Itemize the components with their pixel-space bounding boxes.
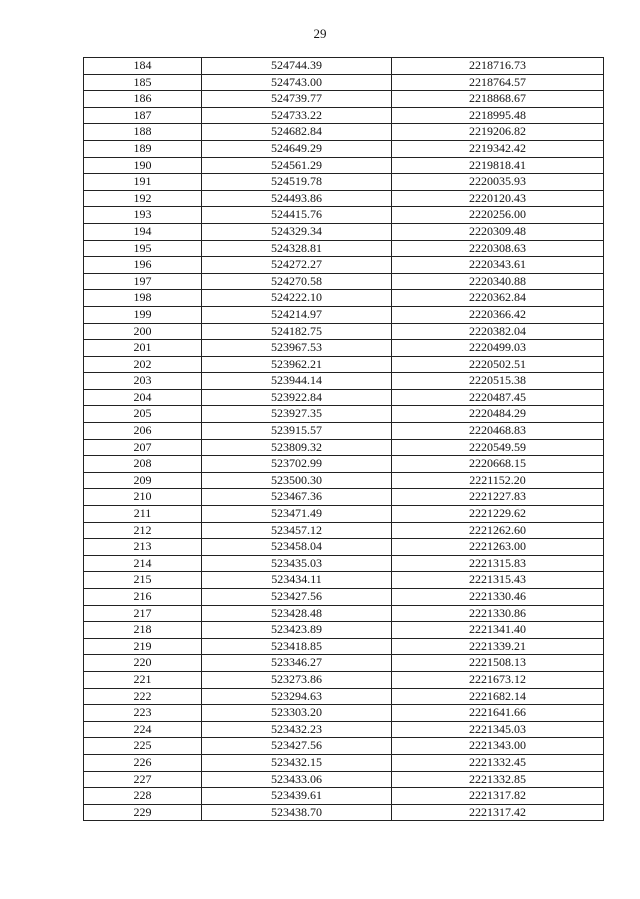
point-number-cell: 224 [84,721,202,738]
point-number-cell: 218 [84,622,202,639]
table-row [84,223,604,240]
y-coordinate-cell: 2221152.20 [392,472,604,489]
y-coordinate-cell: 2219818.41 [392,157,604,174]
y-coordinate-cell: 2220035.93 [392,174,604,191]
table-row [84,721,604,738]
point-number-cell: 203 [84,373,202,390]
x-coordinate-cell: 523432.15 [202,754,392,771]
point-number-cell: 221 [84,671,202,688]
y-coordinate-cell: 2221341.40 [392,622,604,639]
x-coordinate-cell: 524270.58 [202,273,392,290]
point-number-cell: 207 [84,439,202,456]
x-coordinate-cell: 523273.86 [202,671,392,688]
x-coordinate-cell: 524649.29 [202,140,392,157]
x-coordinate-cell: 524744.39 [202,58,392,75]
table-row [84,157,604,174]
y-coordinate-cell: 2218716.73 [392,58,604,75]
point-number-cell: 228 [84,788,202,805]
page-number: 29 [313,26,327,41]
table-row [84,738,604,755]
table-row [84,472,604,489]
x-coordinate-cell: 523500.30 [202,472,392,489]
y-coordinate-cell: 2220366.42 [392,306,604,323]
x-coordinate-cell: 524561.29 [202,157,392,174]
x-coordinate-cell: 523434.11 [202,572,392,589]
y-coordinate-cell: 2219206.82 [392,124,604,141]
y-coordinate-cell: 2221315.43 [392,572,604,589]
y-coordinate-cell: 2221227.83 [392,489,604,506]
y-coordinate-cell: 2220515.38 [392,373,604,390]
table-row [84,423,604,440]
point-number-cell: 186 [84,91,202,108]
x-coordinate-cell: 523458.04 [202,539,392,556]
y-coordinate-cell: 2220308.63 [392,240,604,257]
point-number-cell: 222 [84,688,202,705]
x-coordinate-cell: 523427.56 [202,738,392,755]
y-coordinate-cell: 2221345.03 [392,721,604,738]
table-row [84,140,604,157]
table-row [84,240,604,257]
x-coordinate-cell: 524519.78 [202,174,392,191]
y-coordinate-cell: 2220502.51 [392,356,604,373]
y-coordinate-cell: 2220256.00 [392,207,604,224]
y-coordinate-cell: 2219342.42 [392,140,604,157]
table-row [84,257,604,274]
coordinates-table [83,57,604,821]
x-coordinate-cell: 523438.70 [202,804,392,821]
y-coordinate-cell: 2221315.83 [392,555,604,572]
y-coordinate-cell: 2220362.84 [392,290,604,307]
x-coordinate-cell: 524328.81 [202,240,392,257]
x-coordinate-cell: 523294.63 [202,688,392,705]
point-number-cell: 214 [84,555,202,572]
table-row [84,207,604,224]
table-row [84,406,604,423]
y-coordinate-cell: 2220309.48 [392,223,604,240]
table-row [84,190,604,207]
y-coordinate-cell: 2221317.42 [392,804,604,821]
y-coordinate-cell: 2221339.21 [392,638,604,655]
point-number-cell: 190 [84,157,202,174]
x-coordinate-cell: 524214.97 [202,306,392,323]
point-number-cell: 187 [84,107,202,124]
point-number-cell: 223 [84,705,202,722]
y-coordinate-cell: 2221508.13 [392,655,604,672]
x-coordinate-cell: 524222.10 [202,290,392,307]
x-coordinate-cell: 523809.32 [202,439,392,456]
point-number-cell: 193 [84,207,202,224]
point-number-cell: 226 [84,754,202,771]
point-number-cell: 184 [84,58,202,75]
x-coordinate-cell: 524329.34 [202,223,392,240]
y-coordinate-cell: 2221317.82 [392,788,604,805]
y-coordinate-cell: 2221641.66 [392,705,604,722]
table-row [84,373,604,390]
point-number-cell: 192 [84,190,202,207]
table-row [84,539,604,556]
x-coordinate-cell: 523927.35 [202,406,392,423]
y-coordinate-cell: 2220340.88 [392,273,604,290]
point-number-cell: 199 [84,306,202,323]
point-number-cell: 191 [84,174,202,191]
x-coordinate-cell: 523944.14 [202,373,392,390]
table-row [84,671,604,688]
table-row [84,323,604,340]
y-coordinate-cell: 2221332.45 [392,754,604,771]
y-coordinate-cell: 2220468.83 [392,423,604,440]
point-number-cell: 205 [84,406,202,423]
y-coordinate-cell: 2221262.60 [392,522,604,539]
x-coordinate-cell: 524415.76 [202,207,392,224]
y-coordinate-cell: 2221343.00 [392,738,604,755]
table-row [84,506,604,523]
point-number-cell: 197 [84,273,202,290]
x-coordinate-cell: 523962.21 [202,356,392,373]
table-row [84,655,604,672]
point-number-cell: 219 [84,638,202,655]
x-coordinate-cell: 523922.84 [202,389,392,406]
table-row [84,124,604,141]
x-coordinate-cell: 523428.48 [202,605,392,622]
x-coordinate-cell: 523967.53 [202,340,392,357]
x-coordinate-cell: 523435.03 [202,555,392,572]
y-coordinate-cell: 2220499.03 [392,340,604,357]
table-row [84,705,604,722]
table-row [84,522,604,539]
x-coordinate-cell: 523702.99 [202,456,392,473]
y-coordinate-cell: 2218995.48 [392,107,604,124]
point-number-cell: 206 [84,423,202,440]
table-row [84,389,604,406]
table-row [84,754,604,771]
x-coordinate-cell: 523457.12 [202,522,392,539]
point-number-cell: 229 [84,804,202,821]
y-coordinate-cell: 2220484.29 [392,406,604,423]
x-coordinate-cell: 524733.22 [202,107,392,124]
x-coordinate-cell: 523439.61 [202,788,392,805]
table-row [84,589,604,606]
point-number-cell: 220 [84,655,202,672]
table-row [84,605,604,622]
y-coordinate-cell: 2220343.61 [392,257,604,274]
table-row [84,555,604,572]
coordinates-table-body [84,58,604,821]
point-number-cell: 204 [84,389,202,406]
y-coordinate-cell: 2221330.86 [392,605,604,622]
y-coordinate-cell: 2221673.12 [392,671,604,688]
table-row [84,771,604,788]
table-row [84,107,604,124]
y-coordinate-cell: 2221229.62 [392,506,604,523]
point-number-cell: 209 [84,472,202,489]
point-number-cell: 227 [84,771,202,788]
x-coordinate-cell: 523423.89 [202,622,392,639]
table-row [84,290,604,307]
x-coordinate-cell: 523471.49 [202,506,392,523]
point-number-cell: 212 [84,522,202,539]
x-coordinate-cell: 523303.20 [202,705,392,722]
table-row [84,273,604,290]
point-number-cell: 211 [84,506,202,523]
x-coordinate-cell: 524493.86 [202,190,392,207]
x-coordinate-cell: 523915.57 [202,423,392,440]
point-number-cell: 195 [84,240,202,257]
y-coordinate-cell: 2220487.45 [392,389,604,406]
point-number-cell: 213 [84,539,202,556]
table-row [84,622,604,639]
point-number-cell: 189 [84,140,202,157]
point-number-cell: 225 [84,738,202,755]
y-coordinate-cell: 2218868.67 [392,91,604,108]
table-row [84,91,604,108]
y-coordinate-cell: 2220120.43 [392,190,604,207]
x-coordinate-cell: 523433.06 [202,771,392,788]
x-coordinate-cell: 523467.36 [202,489,392,506]
table-row [84,638,604,655]
y-coordinate-cell: 2220549.59 [392,439,604,456]
point-number-cell: 200 [84,323,202,340]
x-coordinate-cell: 523427.56 [202,589,392,606]
table-row [84,58,604,75]
y-coordinate-cell: 2221263.00 [392,539,604,556]
table-row [84,788,604,805]
point-number-cell: 208 [84,456,202,473]
point-number-cell: 194 [84,223,202,240]
x-coordinate-cell: 524272.27 [202,257,392,274]
table-row [84,439,604,456]
point-number-cell: 188 [84,124,202,141]
table-row [84,804,604,821]
table-row [84,174,604,191]
table-row [84,489,604,506]
x-coordinate-cell: 523432.23 [202,721,392,738]
point-number-cell: 202 [84,356,202,373]
point-number-cell: 217 [84,605,202,622]
x-coordinate-cell: 524182.75 [202,323,392,340]
x-coordinate-cell: 523418.85 [202,638,392,655]
table-row [84,74,604,91]
y-coordinate-cell: 2220668.15 [392,456,604,473]
point-number-cell: 198 [84,290,202,307]
y-coordinate-cell: 2221332.85 [392,771,604,788]
table-row [84,572,604,589]
table-row [84,456,604,473]
point-number-cell: 196 [84,257,202,274]
x-coordinate-cell: 524682.84 [202,124,392,141]
point-number-cell: 215 [84,572,202,589]
x-coordinate-cell: 524743.00 [202,74,392,91]
point-number-cell: 201 [84,340,202,357]
y-coordinate-cell: 2221682.14 [392,688,604,705]
table-row [84,688,604,705]
x-coordinate-cell: 523346.27 [202,655,392,672]
y-coordinate-cell: 2221330.46 [392,589,604,606]
x-coordinate-cell: 524739.77 [202,91,392,108]
y-coordinate-cell: 2220382.04 [392,323,604,340]
table-row [84,356,604,373]
y-coordinate-cell: 2218764.57 [392,74,604,91]
point-number-cell: 216 [84,589,202,606]
table-row [84,340,604,357]
table-row [84,306,604,323]
point-number-cell: 210 [84,489,202,506]
point-number-cell: 185 [84,74,202,91]
